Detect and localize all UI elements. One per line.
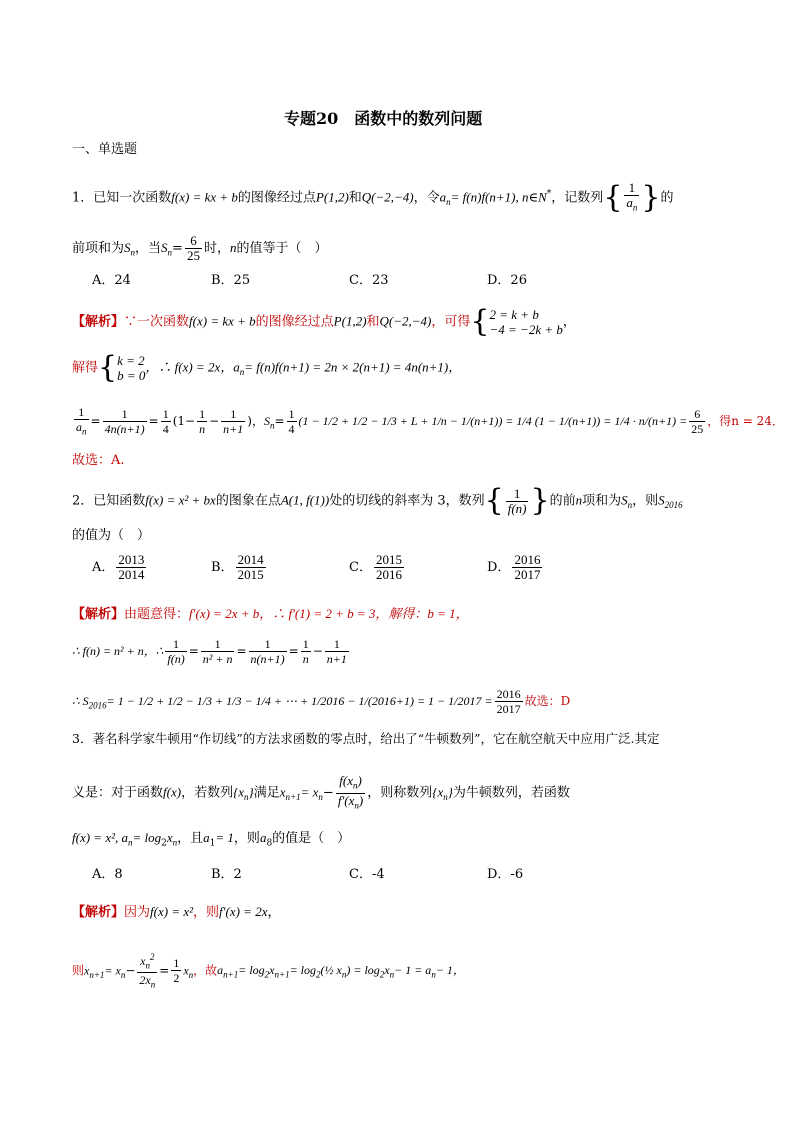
q3-x-sub: n [172,837,178,848]
q2-line2: 的值为（ ） [72,528,151,543]
q2-point-a: A(1, f(1)) [280,492,330,508]
q2-answer: 故选：D [524,694,571,708]
frac-denominator: 4 [288,422,295,437]
fraction [287,407,297,436]
frac-numerator [336,774,365,794]
eq-sign: = [236,644,247,658]
frac-num-end: ) [357,773,362,788]
q1-text: 前项和为 [72,241,125,256]
q3-seq-end: } [447,784,453,800]
system-eq-2: b = 0 [117,368,146,383]
eq-sign: = [159,963,170,978]
q2-sn: S [621,492,628,508]
frac-numerator: 1 [624,181,639,196]
q2-analysis-line1 [72,605,469,623]
q3-text: ，若数列 [181,785,234,801]
frac-num-sub: n [145,960,150,971]
q3-analysis-text: ，故 [193,963,218,978]
q3-log: = log [132,830,162,845]
q1-result: ，得n = 24． [707,414,784,429]
system-eq-1: k = 2 [117,353,145,368]
q3-seq-end: } [248,784,254,800]
q3-a1-eq: = 1 [215,830,234,845]
minus-sign: − [125,963,136,978]
option-fraction [512,553,542,582]
q1-formula: f(x) = kx + b [171,189,238,205]
frac-numerator: 2013 [118,552,145,567]
q2-s-sub: 2016 [88,700,107,711]
q2-option-c [349,553,406,582]
fraction [201,637,235,666]
q3-seq: {x [233,784,245,800]
q1-line1 [72,181,674,215]
q1-solution-system [117,353,145,383]
left-brace-icon: { [603,179,623,215]
frac-den-text: a [626,195,633,210]
minus-sign: − [312,644,323,658]
q2-option-a [92,553,148,582]
frac-num-sup: 2 [150,952,155,962]
frac-denominator: 2016 [375,567,402,582]
q1-analysis-point-q: Q(−2,−4) [379,313,432,329]
q3-x: x [279,784,286,800]
frac-numerator: 2015 [375,552,402,567]
frac-numerator: 6 [185,234,202,249]
q1-sn: S [124,240,131,255]
q2-analysis-formula: f′(x) = 2x + b，∴ f′(1) = 2 + b = 3，解得：b = 1， [189,606,469,621]
q3-x: x [166,830,173,845]
q3-newton-fraction [336,774,365,812]
option-fraction [116,553,146,582]
chain-part: − 1 = a [394,963,432,978]
frac-denominator: 2015 [237,567,264,582]
q3-text: ，且 [177,831,204,846]
q3-text: 的值是（ ） [272,831,351,846]
q1-analysis-text: ∵一次函数 [124,314,190,330]
option-letter: C． [349,560,372,575]
q2-text: 的前 [549,493,576,509]
frac-num-sub: n [352,780,358,791]
fraction [161,407,171,436]
frac-numerator: 1 [74,405,89,420]
q1-eq: = [172,241,183,256]
frac-denominator: 4n(n+1) [104,422,145,437]
q1-analysis-line3: $\frac{1}{a_n}$ = $\frac{1}{4n(n+1)}$ = $\frac{1}{4}$ (1− $\frac{1}{n}$ − $\frac{1}{n+1}$ )，$S_n=$ $\frac{1}{4}$ (1 − 1/2 + 1/2 − 1/3 + L + 1/n − 1/(n+1)) = 1/4 (1 − 1/(n+1)) = 1/4 · n/(n+1) = $\frac{6}{25}$ ，得n = 24． [76,405,784,437]
system-eq-2: −4 = −2k + b [489,322,563,337]
chain-sub: n [341,969,347,980]
system-eq-1: 2 = k + b [489,307,539,322]
q2-text: 处的切线的斜率为 3，数列 [329,493,485,509]
frac-numerator: 1 [325,637,349,652]
q1-an-sub: n [239,367,245,378]
q2-analysis-line2 [72,637,351,666]
left-brace-icon: { [470,304,490,339]
q2-formula: f(x) = x² + bx [145,492,216,508]
chain-sub: n+1 [223,969,239,980]
q1-analysis-line1 [72,304,576,339]
frac-den-text: a [76,420,82,434]
frac-num-text: x [140,954,146,968]
analysis-label: 【解析】 [72,607,125,622]
q3-x-sub: n [188,969,194,980]
frac-denominator: 2017 [496,702,521,716]
chain-sub: 2 [264,969,270,980]
q1-an: a [439,189,447,205]
chain-part: x [269,963,275,978]
q3-seq-sub: n [443,792,448,803]
q3-a1-sub: 1 [209,838,216,849]
q1-option-c: C．23 [349,273,389,288]
q1-text: ，令 [413,190,440,206]
q1-text: ，当 [135,241,162,256]
q1-text: 的值等于（ ） [236,241,328,256]
q2-telescoping-sum: = 1 − 1/2 + 1/2 − 1/3 + 1/3 − 1/4 + ⋯ + 1/2016 − 1/(2016+1) = 1 − 1/2017 = [106,694,493,708]
q3-x-sub: n+1 [89,969,105,980]
q3-text: 义是：对于函数 [72,785,164,801]
q2-option-b [211,553,268,582]
q1-text: 的图像经过点 [237,190,316,206]
frac-numerator: 1 [288,407,295,422]
analysis-label: 【解析】 [72,905,125,920]
option-fraction [236,553,266,582]
q1-point-p: P(1,2) [315,189,349,205]
frac-numerator: 1 [221,407,245,422]
frac-denominator: n(n+1) [250,652,285,666]
q1-an: a [233,359,240,375]
q1-analysis-text: 解得 [72,360,99,376]
chain-sub: n+1 [274,969,290,980]
frac-numerator: 1 [302,637,309,651]
frac-den-sub: n [150,979,156,990]
q1-fraction [185,234,202,263]
q3-x-sub: n+1 [285,792,301,803]
q1-seq-fraction [624,181,639,215]
frac-den-sub: n [82,426,87,437]
left-brace-icon: { [98,350,118,385]
q1-option-b: B．25 [211,273,251,288]
frac-numerator: 2016 [514,552,541,567]
q1-text: 时， [203,241,230,256]
q3-analysis-text: ， [267,905,281,920]
frac-denominator [336,794,365,813]
frac-numerator: 1 [165,637,186,652]
q1-analysis-text: ， [562,314,576,330]
chain-sub: 2 [316,969,321,980]
frac-denominator: 4 [162,422,169,437]
chain-sub: 2 [379,969,385,980]
frac-denominator: n+1 [223,422,244,437]
frac-numerator: 1 [201,637,235,652]
q2-s: S [658,492,665,508]
q1-sn-sub: n [167,247,173,258]
q2-sn-sub: n [627,500,633,511]
q3-text: 满足 [253,785,280,801]
frac-denominator: f(n) [167,652,185,666]
frac-denominator: n [302,652,309,666]
q3-a8-sub: 8 [266,838,273,849]
q2-s: ∴ S [72,694,89,708]
eq-sign: = [90,414,101,429]
chain-part: = log [289,963,317,978]
frac-numerator: 2016 [496,687,521,701]
frac-numerator: 6 [689,407,705,422]
frac-numerator: 2014 [237,552,264,567]
frac-numerator [137,950,157,973]
q3-option-c: C．-4 [349,867,385,882]
q3-analysis-line1 [72,903,280,921]
q3-f: f(x) = x², a [72,830,128,845]
minus-sign: − [322,785,334,801]
fraction [221,407,245,436]
q3-analysis-formula: f(x) = x² [150,904,194,919]
q1-analysis-line2 [72,350,462,385]
q3-line2 [72,774,570,812]
chain-part: x [384,963,390,978]
fraction [197,407,207,436]
fraction [171,956,181,985]
q2-line1 [72,483,683,518]
q1-n: n [229,240,237,255]
q3-eq-sub: n [318,792,323,803]
fraction [325,637,349,666]
q2-analysis-formula: ∴ f(n) = n² + n，∴ [72,644,164,658]
frac-den-text: f′(x [337,792,355,808]
q1-sn-sub: n [130,247,136,258]
q3-text: ，则称数列 [367,785,433,801]
chain-part: − 1， [435,963,465,978]
frac-denominator: 25 [691,422,704,437]
frac-den-sub: n [632,202,638,213]
eq-sign: = [288,644,299,658]
option-letter: A． [92,560,115,575]
frac-numerator: 1 [506,487,529,502]
frac-den-end: ) [358,792,364,808]
q1-analysis-text: 和 [366,314,380,330]
frac-numerator: 1 [199,407,206,422]
q3-text: ，则 [233,831,260,846]
q1-text: 的 [660,190,674,206]
q1-analysis-text: ，可得 [431,314,471,330]
q3-option-b: B．2 [211,867,242,882]
frac-numerator: 1 [249,637,287,652]
paren-close: )， [247,414,264,429]
q2-option-d [487,553,544,582]
q1-text: ，记数列 [551,190,604,206]
q1-analysis-formula: = f(n)f(n+1) = 2n × 2(n+1) = 4n(n+1)， [244,359,462,375]
q3-x: x [84,963,90,978]
right-brace-icon: } [530,483,550,518]
q3-analysis-text: 则 [72,963,85,978]
frac-denominator: f(n) [507,500,527,516]
q2-text: 的图象在点 [215,493,281,509]
frac-den-sub: n [354,800,359,811]
q2-seq-fraction [506,487,529,516]
frac-denominator [74,420,89,438]
q1-sn-sub: n [269,420,275,431]
q3-analysis-derivative: f′(x) = 2x [219,904,268,919]
option-letter: D． [487,560,511,575]
q2-text: 2．已知函数 [72,493,146,509]
paren-open: (1− [172,414,196,429]
q3-fraction [137,950,157,992]
q3-f: f(x) [163,784,182,800]
q1-equation-system [490,307,563,337]
section-heading: 一、单选题 [72,142,138,157]
fraction [74,405,89,438]
chain-part: (½ x [320,963,342,978]
q1-sn: S [161,240,168,255]
eq-sign: = [188,644,199,658]
q1-an-def: = f(n)f(n+1), n∈N [450,189,547,205]
q1-star: * [546,188,552,199]
eq-sign: = [148,414,159,429]
q3-analysis-line2 [72,950,465,992]
frac-denominator: n+1 [326,652,347,666]
q3-f-sub: n [127,837,133,848]
q1-analysis-formula: f(x) = kx + b [189,313,256,329]
q2-text: 项和为 [582,493,622,509]
q3-seq: {x [432,784,444,800]
q1-analysis-formula: ，∴ f(x) = 2x， [145,359,234,375]
q3-analysis-text: 因为 [124,905,151,920]
option-letter: B． [211,560,234,575]
q3-x: x [183,963,189,978]
frac-den-text: 2x [139,973,151,988]
q1-text: 和 [348,190,362,206]
fraction [165,637,186,666]
frac-numerator: 1 [162,407,169,422]
q1-point-q: Q(−2,−4) [361,189,414,205]
frac-numerator: 1 [173,956,180,971]
option-fraction [374,553,404,582]
q3-log-sub: 2 [161,838,167,849]
frac-denominator: 2 [173,971,180,986]
q3-analysis-text: ，则 [193,905,220,920]
analysis-label: 【解析】 [72,314,125,330]
chain-part: ) = log [346,963,380,978]
q2-analysis-line3 [72,687,570,716]
fraction [103,407,147,436]
q1-analysis-text: 的图像经过点 [255,314,334,330]
q2-s-sub: 2016 [664,500,683,511]
q1-text: 1．已知一次函数 [72,190,172,206]
page-title: 专题20 函数中的数列问题 [284,109,483,128]
q1-analysis-point-p: P(1,2) [333,313,367,329]
frac-denominator: n² + n [202,652,233,666]
frac-denominator: 25 [186,248,200,263]
frac-numerator: 1 [103,407,147,422]
q3-a1: a [203,830,210,845]
left-brace-icon: { [484,483,504,518]
q1-line2 [72,234,327,263]
q1-an-sub: n [446,196,451,207]
q1-option-d: D．26 [487,273,527,288]
q3-text: 为牛顿数列，若函数 [452,785,570,801]
frac-num-text: f(x [339,773,353,788]
q1-telescoping-sum: (1 − 1/2 + 1/2 − 1/3 + L + 1/n − 1/(n+1)) = 1/4 (1 − 1/(n+1)) = 1/4 · n/(n+1) = [298,414,688,429]
q3-recurrence [217,963,465,980]
q3-eq: = x [104,963,121,978]
chain-sub: n [431,969,436,980]
q3-line1: 3．著名科学家牛顿用“作切线”的方法求函数的零点时，给出了“牛顿数列”，它在航空航天中应用广泛.其定 [72,731,660,746]
frac-denominator [624,196,639,215]
q3-eq: = x [300,784,319,800]
q1-answer: 故选：A. [72,453,125,468]
frac-denominator: n [199,422,206,437]
fraction [495,687,523,716]
chain-part: a [217,963,224,978]
q3-option-a: A．8 [92,867,123,882]
q3-line3 [72,829,350,853]
eq-sign: = [274,414,285,429]
q1-sn: S [263,414,270,429]
q3-eq-sub: n [120,969,126,980]
q3-seq-sub: n [244,792,249,803]
q3-option-d: D．-6 [487,867,524,882]
chain-sub: n [389,969,395,980]
frac-denominator [137,973,157,991]
fraction [689,407,705,436]
frac-denominator: 2017 [514,567,541,582]
q3-a8: a [259,830,267,845]
fraction [301,637,311,666]
chain-part: = log [238,963,265,978]
q2-analysis-text: 由题意得： [124,607,190,622]
frac-denominator: 2014 [118,567,145,582]
fraction [249,637,287,666]
q2-n: n [575,492,583,508]
right-brace-icon: } [641,179,661,215]
q2-text: ，则 [632,493,659,509]
q1-option-a: A．24 [92,273,131,288]
